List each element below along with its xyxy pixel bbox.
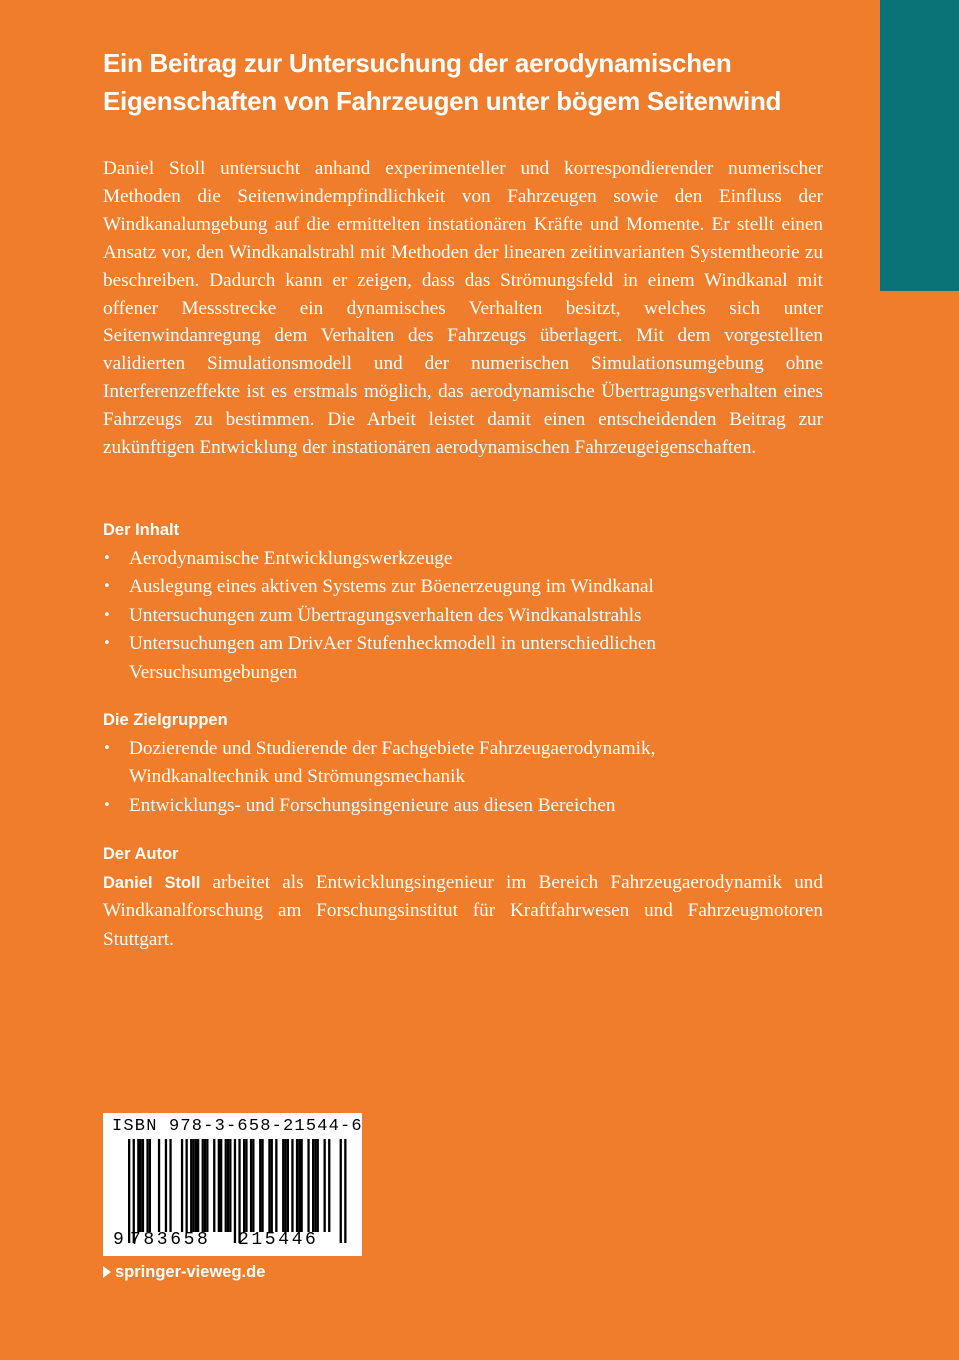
barcode-bar xyxy=(298,1139,300,1232)
barcode-bar xyxy=(291,1139,293,1232)
contents-section xyxy=(103,516,823,687)
barcode-bar xyxy=(287,1139,289,1232)
barcode-bar xyxy=(271,1139,273,1232)
barcode-bar xyxy=(344,1139,346,1243)
author-section xyxy=(103,840,823,954)
list-item: • Dozierende und Studierende der Fachgebiete Fahrzeugaerodynamik, Windkanaltechnik und Strömungsmechanik xyxy=(103,735,729,792)
list-item: • Auslegung eines aktiven Systems zur Böenerzeugung im Windkanal xyxy=(103,573,823,602)
barcode-bar xyxy=(301,1139,303,1232)
ean-left-group: 783658 xyxy=(130,1230,211,1250)
barcode-bar xyxy=(218,1139,220,1232)
list-item: • Entwicklungs- und Forschungsingenieure aus diesen Bereichen xyxy=(103,792,823,821)
author-bio: Daniel Stoll arbeitet als Entwicklungsingenieur im Bereich Fahrzeugaerodynamik und Windkanalforschung am Forschungsinstitut für Kraftfahrwesen und Fahrzeugmotoren Stuttgart. xyxy=(103,871,823,950)
barcode-bar xyxy=(317,1139,319,1232)
isbn-barcode xyxy=(103,1113,362,1256)
barcode-bar xyxy=(229,1139,231,1232)
barcode-bar xyxy=(195,1139,197,1232)
arrow-right-icon xyxy=(103,1266,111,1278)
contents-heading: Der Inhalt xyxy=(103,521,180,539)
barcode-bar xyxy=(133,1139,135,1243)
barcode-bar xyxy=(227,1139,229,1232)
barcode-bar xyxy=(149,1139,151,1232)
barcode-bar xyxy=(234,1139,236,1243)
audience-list xyxy=(103,735,823,821)
barcode-bar xyxy=(261,1139,263,1232)
barcode-bar xyxy=(181,1139,183,1232)
barcode-bar xyxy=(252,1139,254,1232)
barcode-bar xyxy=(282,1139,284,1232)
audience-heading: Die Zielgruppen xyxy=(103,711,228,729)
barcode-bar xyxy=(146,1139,148,1232)
barcode-bar xyxy=(190,1139,192,1232)
teal-accent-tab xyxy=(880,0,959,291)
barcode-bar xyxy=(220,1139,222,1232)
barcode-bar xyxy=(202,1139,204,1232)
barcode-bar xyxy=(204,1139,206,1232)
barcode-bar xyxy=(284,1139,286,1232)
barcode-bar xyxy=(186,1139,188,1232)
bullet-icon: • xyxy=(103,636,111,651)
bullet-icon: • xyxy=(103,550,111,566)
barcode-bar xyxy=(314,1139,316,1232)
barcode-bar xyxy=(245,1139,247,1232)
bullet-icon: • xyxy=(103,607,111,623)
isbn-label: ISBN 978-3-658-21544-6 xyxy=(112,1117,363,1136)
list-item: • Untersuchungen am DrivAer Stufenheckmodell in unterschiedlichen Versuchsumgebungen xyxy=(103,630,689,687)
list-item: • Untersuchungen zum Übertragungsverhalten des Windkanalstrahls xyxy=(103,602,823,631)
barcode-bar xyxy=(158,1139,160,1232)
barcode-bar xyxy=(213,1139,215,1232)
contents-list xyxy=(103,545,823,688)
barcode-bar xyxy=(197,1139,199,1232)
book-title xyxy=(103,44,863,120)
barcode-bar xyxy=(275,1139,277,1232)
title-line-2: Eigenschaften von Fahrzeugen unter bögem Seitenwind xyxy=(103,86,782,116)
barcode-bar xyxy=(137,1139,139,1232)
barcode-bar xyxy=(238,1139,240,1243)
barcode-bar xyxy=(169,1139,171,1232)
barcode-bar xyxy=(268,1139,270,1232)
author-heading: Der Autor xyxy=(103,845,179,863)
barcode-bar xyxy=(340,1139,342,1243)
bullet-icon: • xyxy=(103,797,111,813)
barcode-bar xyxy=(312,1139,314,1232)
barcode-bar xyxy=(307,1139,309,1232)
ean-first-digit: 9 xyxy=(113,1230,124,1250)
audience-section xyxy=(103,706,823,820)
barcode-bar xyxy=(140,1139,142,1232)
barcode-bar xyxy=(206,1139,208,1232)
ean-right-group: 215446 xyxy=(238,1230,319,1250)
barcode-bar xyxy=(250,1139,252,1232)
list-item: • Aerodynamische Entwicklungswerkzeuge xyxy=(103,545,823,574)
barcode-bar xyxy=(328,1139,330,1232)
barcode-bar xyxy=(225,1139,227,1232)
barcode-bar xyxy=(296,1139,298,1232)
title-line-1: Ein Beitrag zur Untersuchung der aerodynamischen xyxy=(103,48,732,78)
barcode-bar xyxy=(324,1139,326,1232)
barcode-bar xyxy=(165,1139,167,1232)
barcode-bar xyxy=(259,1139,261,1232)
barcode-bar xyxy=(243,1139,245,1232)
publisher-website[interactable]: springer-vieweg.de xyxy=(103,1263,265,1282)
barcode-bar xyxy=(192,1139,194,1232)
barcode-bar xyxy=(142,1139,144,1232)
barcode-bar xyxy=(128,1139,130,1243)
bullet-icon: • xyxy=(103,579,111,594)
author-name: Daniel Stoll xyxy=(103,873,201,892)
bullet-icon: • xyxy=(103,740,111,756)
ean-digits xyxy=(103,1230,362,1254)
abstract-paragraph: Daniel Stoll untersucht anhand experimenteller und korrespondierender numerischer Methoden die Seitenwindempfindlichkeit von Fahrzeugen sowie den Einfluss der Windkanalumgebung auf die ermittelten instationären Kräfte und Momente. Er stellt einen Ansatz vor, den Windkanalstrahl mit Methoden der linearen zeitinvarianten Systemtheorie zu beschreiben. Dadurch kann er zeigen, dass das Strömungsfeld in einem Windkanal mit offener Messstrecke ein dynamisches Verhalten besitzt, welches sich unter Seitenwindanregung dem Verhalten des Fahrzeugs überlagert. Mit dem vorgestellten validierten Simulationsmodell und der numerischen Simulationsumgebung ohne Interferenzeffekte ist es erstmals möglich, das aerodynamische Übertragungsverhalten eines Fahrzeugs zu bestimmen. Die Arbeit leistet damit einen entscheidenden Beitrag zur zukünftigen Entwicklung der instationären aerodynamischen Fahrzeugeigenschaften. xyxy=(103,158,823,459)
